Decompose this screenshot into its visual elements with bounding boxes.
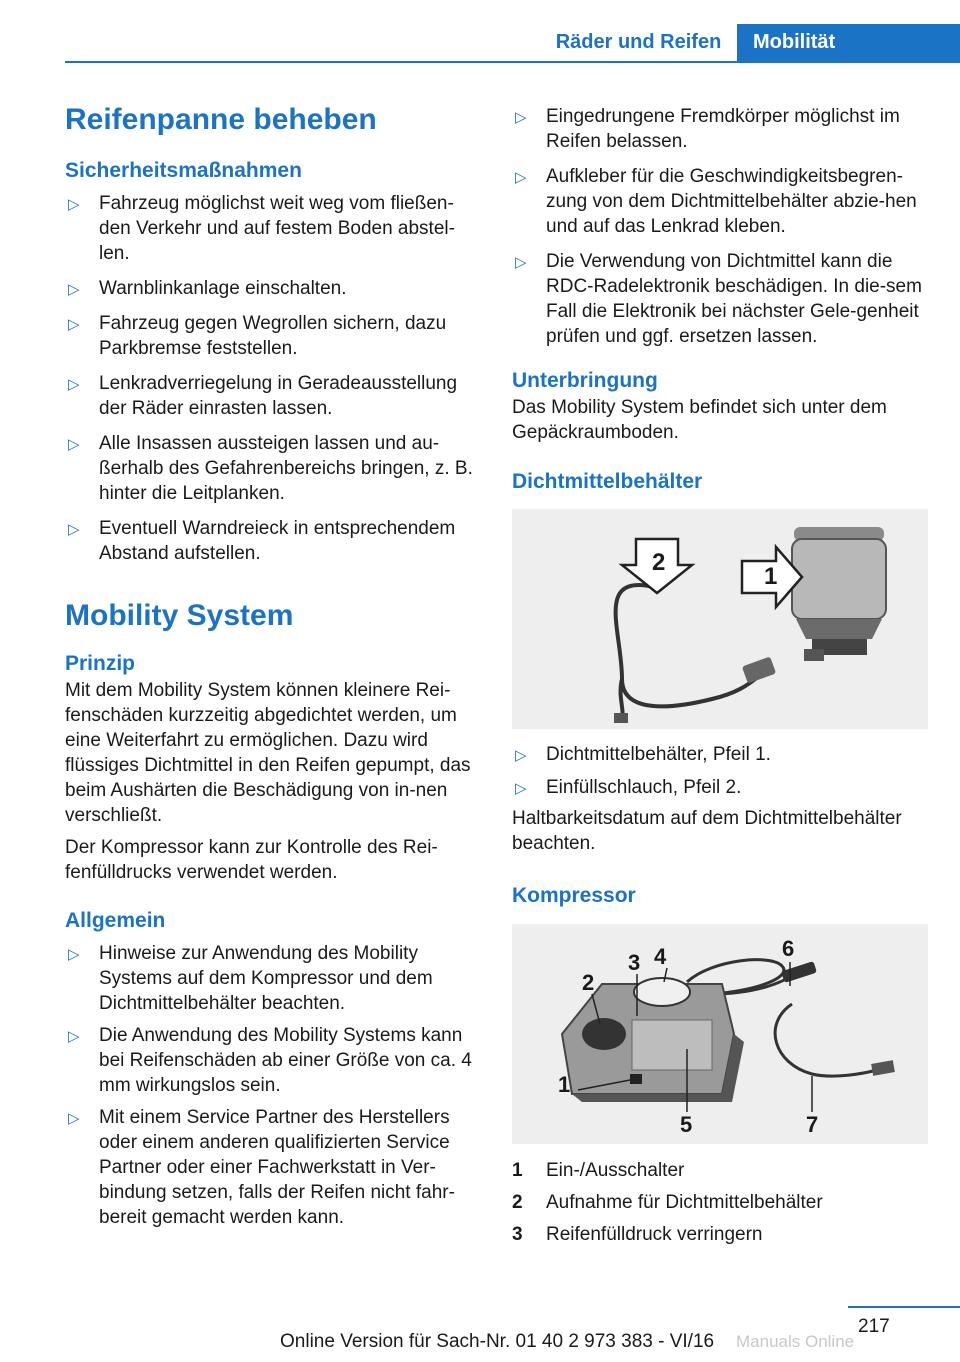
list-item [512,164,932,239]
triangle-bullet-icon: ▷ [515,780,527,797]
list-item [65,371,480,421]
triangle-bullet-icon: ▷ [68,281,80,298]
list-item-text: Alle Insassen aussteigen lassen und au-ßerhalb des Gefahrenbereichs bringen, z. B. hinter die Leitplanken. [99,433,473,504]
legend-number: 3 [512,1224,523,1245]
figure-label: 1 [764,563,778,590]
list-item-text: Fahrzeug möglichst weit weg vom fließen-den Verkehr und auf festem Boden abstel-len. [99,193,455,264]
legend-text: Ein-/Ausschalter [546,1160,685,1181]
triangle-bullet-icon: ▷ [68,376,80,393]
legend-number: 1 [512,1160,523,1181]
figure-label: 3 [628,950,641,975]
general-list [65,941,480,1230]
compressor-figure [512,924,928,1144]
figure-label: 4 [654,944,667,969]
mobility-title: Mobility System [65,599,294,632]
list-item-text: Fahrzeug gegen Wegrollen sichern, dazu Parkbremse feststellen. [99,313,447,359]
figure-label: 2 [582,970,595,995]
figure-label: 1 [558,1072,571,1097]
sealant-list [512,742,932,800]
section-tab: Mobilität [737,24,960,63]
safety-heading: Sicherheitsmaßnahmen [65,159,302,182]
figure-label: 6 [782,936,795,961]
sealant-container-figure [512,509,928,729]
compressor-heading: Kompressor [512,884,636,907]
list-item-text: Dichtmittelbehälter, Pfeil 1. [546,744,771,765]
compressor-legend [512,1158,932,1247]
list-item [65,1105,480,1230]
list-item [65,1023,480,1098]
triangle-bullet-icon: ▷ [68,196,80,213]
triangle-bullet-icon: ▷ [68,316,80,333]
footer-rule [848,1306,960,1308]
legend-row [512,1158,932,1183]
storage-text: Das Mobility System befindet sich unter dem Gepäckraumboden. [512,397,887,443]
legend-row [512,1190,932,1215]
tips-list [512,104,932,349]
list-item [65,431,480,506]
list-item [65,311,480,361]
sealant-note: Haltbarkeitsdatum auf dem Dichtmittelbehälter beachten. [512,808,902,854]
triangle-bullet-icon: ▷ [515,169,527,186]
list-item [65,516,480,566]
triangle-bullet-icon: ▷ [68,946,80,963]
figure-label: 2 [652,549,666,576]
legend-text: Aufnahme für Dichtmittelbehälter [546,1192,823,1213]
list-item-text: Warnblinkanlage einschalten. [99,278,347,299]
principle-heading: Prinzip [65,652,136,675]
general-heading: Allgemein [65,909,166,932]
list-item-text: Eingedrungene Fremdkörper möglichst im Reifen belassen. [546,106,900,152]
watermark: Manuals Online [736,1332,855,1351]
list-item-text: Die Verwendung von Dichtmittel kann die RDC-Radelektronik beschädigen. In die-sem Fall die Elektronik bei nächster Gele-genheit prüfen und ggf. ersetzen lassen. [546,251,922,347]
list-item-text: Die Anwendung des Mobility Systems kann bei Reifenschäden ab einer Größe von ca. 4 mm wirkungslos sein. [99,1025,472,1096]
list-item [65,941,480,1016]
principle-text-1: Mit dem Mobility System können kleinere Rei-fenschäden kurzzeitig abgedichtet werden, um eine Weiterfahrt zu ermöglichen. Dazu wird flüssiges Dichtmittel in den Reifen gepumpt, das beim Aushärten die Beschädigung von in-nen verschließt. [65,680,471,826]
online-version-note: Online Version für Sach-Nr. 01 40 2 973 383 - VI/16 [280,1331,715,1352]
legend-text: Reifenfülldruck verringern [546,1224,763,1245]
legend-number: 2 [512,1192,523,1213]
header-rule [65,61,960,63]
left-column [65,100,480,1230]
list-item [512,249,932,349]
triangle-bullet-icon: ▷ [515,254,527,271]
triangle-bullet-icon: ▷ [68,1028,80,1045]
list-item [65,276,480,301]
page-number: 217 [858,1316,890,1337]
right-column [512,100,932,1254]
page-title: Reifenpanne beheben [65,103,377,136]
triangle-bullet-icon: ▷ [68,436,80,453]
storage-heading: Unterbringung [512,369,658,392]
list-item [512,104,932,154]
figure-label: 7 [806,1112,819,1137]
chapter-tab: Räder und Reifen [555,31,722,53]
list-item-text: Einfüllschlauch, Pfeil 2. [546,777,742,798]
list-item-text: Aufkleber für die Geschwindigkeitsbegren-zung von dem Dichtmittelbehälter abzie-hen und auf das Lenkrad kleben. [546,166,917,237]
list-item-text: Mit einem Service Partner des Herstellers oder einem anderen qualifizierten Service Partner oder einer Fachwerkstatt in Ver-bindung setzen, falls der Reifen nicht fahr-bereit gemacht werden kann. [99,1107,455,1228]
list-item-text: Eventuell Warndreieck in entsprechendem Abstand aufstellen. [99,518,456,564]
safety-list [65,191,480,566]
list-item [65,191,480,266]
list-item-text: Hinweise zur Anwendung des Mobility Systems auf dem Kompressor und dem Dichtmittelbehälter beachten. [99,943,433,1014]
figure-label: 5 [680,1112,693,1137]
sealant-heading: Dichtmittelbehälter [512,470,703,493]
triangle-bullet-icon: ▷ [68,1110,80,1127]
list-item-text: Lenkradverriegelung in Geradeausstellung der Räder einrasten lassen. [99,373,458,419]
triangle-bullet-icon: ▷ [68,521,80,538]
sealant-container-illustration [512,509,928,729]
list-item [512,775,932,800]
compressor-illustration [512,924,928,1144]
list-item [512,742,932,767]
triangle-bullet-icon: ▷ [515,747,527,764]
triangle-bullet-icon: ▷ [515,109,527,126]
legend-row [512,1222,932,1247]
principle-text-2: Der Kompressor kann zur Kontrolle des Rei-fenfülldrucks verwendet werden. [65,837,438,883]
